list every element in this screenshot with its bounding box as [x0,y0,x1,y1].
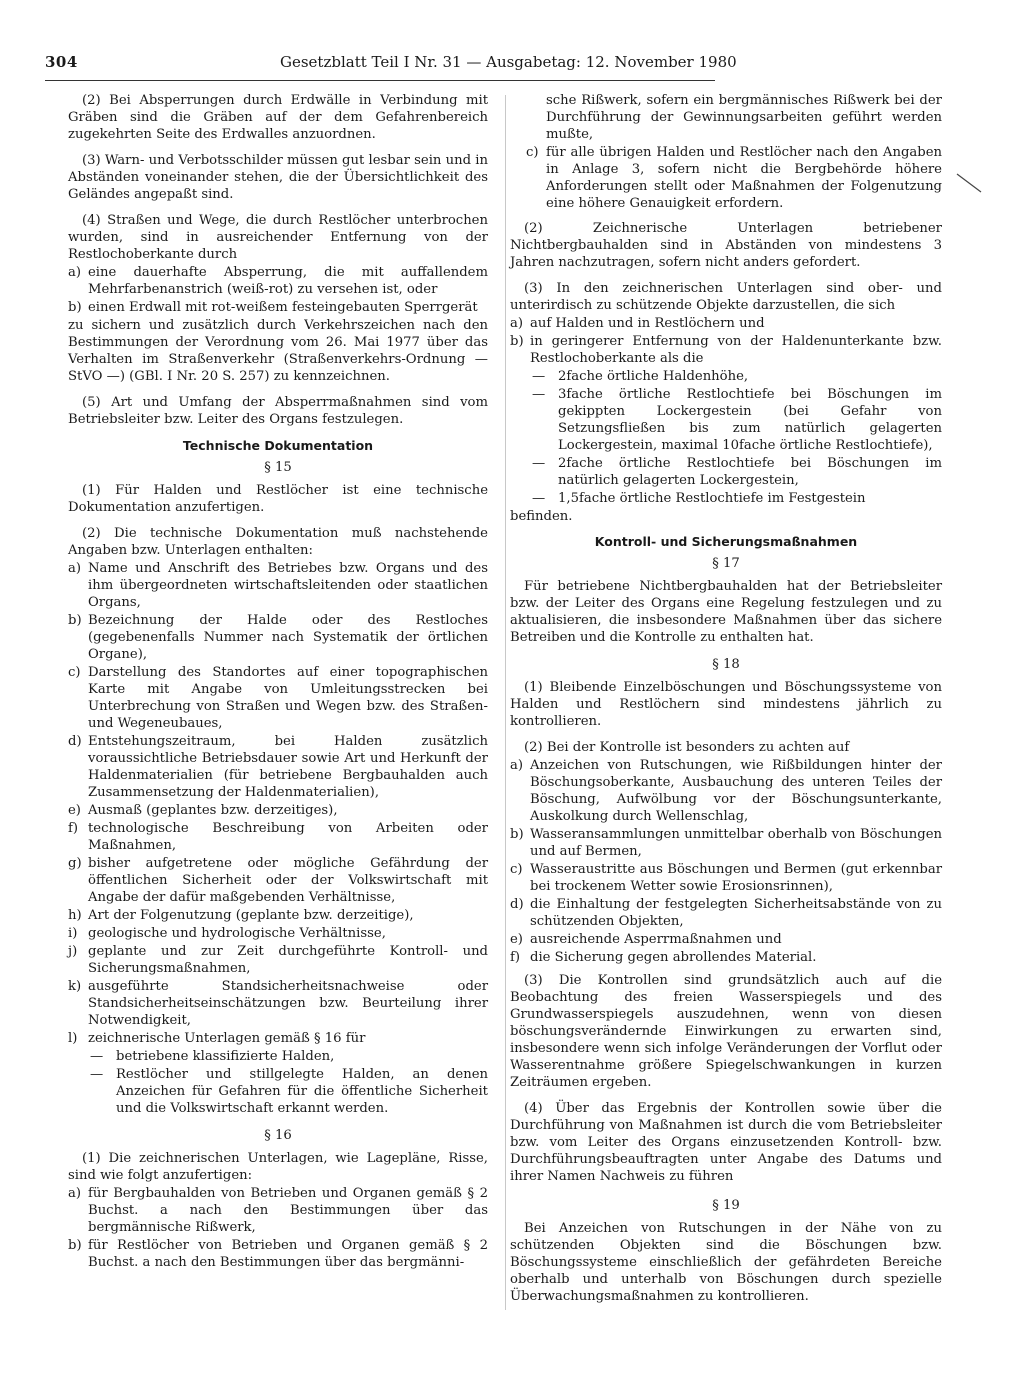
list-item: d) die Einhaltung der festgelegten Sicherheitsabstände von zu schützenden Objekten, [510,897,942,929]
list-16-3 [510,315,942,507]
paragraph-14-4-continuation: zu sichern und zusätzlich durch Verkehrszeichen nach den Bestimmungen der Verordnung vom 26. Mai 1977 über das Verhalten im Straßenverkehr (Straßenverkehrs-Ordnung — StVO —) (GBl. I Nr. 20 S. 257) zu kennzeichnen. [68,318,488,384]
list-item: e) Ausmaß (geplantes bzw. derzeitiges), [68,803,338,818]
running-title: Gesetzblatt Teil I Nr. 31 — Ausgabetag: 12. November 1980 [280,53,737,71]
paragraph-16-1: (1) Die zeichnerischen Unterlagen, wie Lagepläne, Risse, sind wie folgt anzufertigen: [68,1151,488,1183]
paragraph-14-2: (2) Bei Absperrungen durch Erdwälle in Verbindung mit Gräben sind die Gräben auf der dem Gefahrenbereich zugekehrten Seite des Erdwalles anzuordnen. [68,93,488,142]
dash-item: — 1,5fache örtliche Restlochtiefe im Festgestein [532,491,866,506]
paragraph-14-3: (3) Warn- und Verbotsschilder müssen gut lesbar sein und in Abständen voneinander stehen, die der Übersichtlichkeit des Geländes angepaßt sind. [68,153,488,202]
section-heading: Kontroll- und Sicherungsmaßnahmen [594,534,858,549]
paragraph-18-4: (4) Über das Ergebnis der Kontrollen sowie über die Durchführung von Maßnahmen ist durch die vom Betriebsleiter bzw. vom Leiter des Organs einzusetzenden Kontroll- bzw. Durchführungsbeauftragten unter Angabe des Datums und ihrer Namen Nachweis zu führen [510,1101,942,1184]
paragraph-17: Für betriebene Nichtbergbauhalden hat der Betriebsleiter bzw. der Leiter des Organs eine Regelung festzulegen und zu aktualisieren, die insbesondere Maßnahmen über das sichere Betreiben und die Kontrolle zu enthalten hat. [510,579,942,645]
paragraph-18-3: (3) Die Kontrollen sind grundsätzlich auch auf die Beobachtung des freien Wasserspiegels und des Grundwasserspiegels auszudehnen, wenn von diesen böschungsverändernde Einwirkungen zu erwarten sind, insbesondere wenn sich infolge Veränderungen der Vorflut oder Wasserentnahme größere Spiegelschwankungen in kurzen Zeiträumen ergeben. [510,973,942,1090]
section-heading: Technische Dokumentation [182,438,374,453]
list-14-4 [68,264,488,316]
dash-item: — betriebene klassifizierte Halden, [90,1049,335,1064]
list-15-2 [68,560,488,1117]
paragraph-14-4: (4) Straßen und Wege, die durch Restlöcher unterbrochen wurden, sind in ausreichender Entfernung von der Restlochoberkante durch [68,213,488,262]
right-column [510,92,942,1310]
list-item: a) für Bergbauhalden von Betrieben und Organen gemäß § 2 Buchst. a nach den Bestimmungen über das bergmännische Rißwerk, [68,1186,488,1235]
paragraph-18-2: (2) Bei der Kontrolle ist besonders zu achten auf [524,740,850,755]
column-divider [505,95,506,1310]
list-item: k) ausgeführte Standsicherheitsnachweise oder Standsicherheitseinschätzungen bzw. Beurteilung ihrer Notwendigkeit, [68,979,488,1028]
list-16-1 [68,1185,488,1271]
paragraph-15-1: (1) Für Halden und Restlöcher ist eine technische Dokumentation anzufertigen. [68,483,488,515]
paragraph-19: Bei Anzeichen von Rutschungen in der Nähe von zu schützenden Objekten sind die Böschungen bzw. Böschungssysteme einschließlich der gefährdeten Bereiche oberhalb und unterhalb von Böschungen durch spezielle Überwachungsmaßnahmen zu kontrollieren. [510,1221,942,1304]
list-item: b) in geringerer Entfernung von der Haldenunterkante bzw. Restlochoberkante als die [510,334,942,366]
list-item: e) ausreichende Asperrmaßnahmen und [510,932,782,947]
left-column [68,92,488,1272]
list-item: a) Anzeichen von Rutschungen, wie Rißbildungen hinter der Böschungsoberkante, Ausbauchung des unteren Teiles der Böschung, Aufwölbung vor der Böschungsunterkante, Auskolkung durch Wellenschlag, [510,758,942,824]
section-number-17: § 17 [712,556,740,571]
list-item: f) die Sicherung gegen abrollendes Material. [510,950,817,965]
list-18-2 [510,757,942,966]
dash-item: — 2fache örtliche Restlochtiefe bei Böschungen im natürlich gelagerten Lockergestein, [532,456,942,488]
list-item: c) für alle übrigen Halden und Restlöcher nach den Angaben in Anlage 3, sofern nicht die Bergbehörde höhere Anforderungen stellt oder Maßnahmen der Folgenutzung eine höhere Genauigkeit erfordern. [526,145,942,211]
margin-stroke-mark [955,172,985,194]
dash-item: — 2fache örtliche Haldenhöhe, [532,369,749,384]
list-item: a) auf Halden und in Restlöchern und [510,316,765,331]
list-item: b) Wasseransammlungen unmittelbar oberhalb von Böschungen und auf Bermen, [510,827,942,859]
list-item: a) Name und Anschrift des Betriebes bzw. Organs und des ihm übergeordneten wirtschaftsleitenden oder staatlichen Organs, [68,561,488,610]
section-number-19: § 19 [712,1198,740,1213]
item-b-continuation: sche Rißwerk, sofern ein bergmännisches Rißwerk bei der Durchführung der Gewinnungsarbeiten geführt werden mußte, [546,93,942,142]
list-item: j) geplante und zur Zeit durchgeführte Kontroll- und Sicherungsmaßnahmen, [68,944,488,976]
list-item: i) geologische und hydrologische Verhältnisse, [68,926,386,941]
section-number-15: § 15 [264,460,292,475]
list-item: b) einen Erdwall mit rot-weißem festeingebauten Sperrgerät [68,300,478,315]
paragraph-18-1: (1) Bleibende Einzelböschungen und Böschungssysteme von Halden und Restlöchern sind mindestens jährlich zu kontrollieren. [510,680,942,729]
header-rule [45,80,715,81]
paragraph-16-3: (3) In den zeichnerischen Unterlagen sind ober- und unterirdisch zu schützende Objekte darzustellen, die sich [510,281,942,313]
list-item: a) eine dauerhafte Absperrung, die mit auffallendem Mehrfarbenanstrich (weiß-rot) zu versehen ist, oder [68,265,488,297]
list-item: g) bisher aufgetretene oder mögliche Gefährdung der öffentlichen Sicherheit oder der Volkswirtschaft mit Angabe der dafür maßgebenden Verhältnisse, [68,856,488,905]
list-item: d) Entstehungszeitraum, bei Halden zusätzlich voraussichtliche Betriebsdauer sowie Art und Herkunft der Haldenmaterialien (für betriebene Bergbauhalden auch Zusammensetzung der Haldenmaterialien), [68,734,488,800]
page-number: 304 [45,53,78,71]
list-item: c) Wasseraustritte aus Böschungen und Bermen (gut erkennbar bei trockenem Wetter sowie Erosionsrinnen), [510,862,942,894]
paragraph-14-5: (5) Art und Umfang der Absperrmaßnahmen sind vom Betriebsleiter bzw. Leiter des Organs festzulegen. [68,395,488,427]
page-header [0,0,1024,80]
paragraph-16-3-end: befinden. [510,509,573,524]
list-item: f) technologische Beschreibung von Arbeiten oder Maßnahmen, [68,821,488,853]
dash-item: — Restlöcher und stillgelegte Halden, an denen Anzeichen für Gefahren für die öffentliche Sicherheit und die Volkswirtschaft erkannt werden. [90,1067,488,1116]
list-item: b) Bezeichnung der Halde oder des Restloches (gegebenenfalls Nummer nach Systematik der örtlichen Organe), [68,613,488,662]
list-item: b) für Restlöcher von Betrieben und Organen gemäß § 2 Buchst. a nach den Bestimmungen über das bergmänni- [68,1238,488,1270]
list-item: l) zeichnerische Unterlagen gemäß § 16 für [68,1031,366,1046]
paragraph-16-2: (2) Zeichnerische Unterlagen betriebener Nichtbergbauhalden sind in Abständen von mindestens 3 Jahren nachzutragen, sofern nicht anders gefordert. [510,221,942,270]
section-number-16: § 16 [264,1128,292,1143]
dash-item: — 3fache örtliche Restlochtiefe bei Böschungen im gekippten Lockergestein (bei Gefahr von Setzungsfließen bis zum natürlich gelagerten Lockergestein, maximal 10fache örtliche Restlochtiefe), [532,387,942,453]
list-item: c) Darstellung des Standortes auf einer topographischen Karte mit Angabe von Umleitungsstrecken bei Unterbrechung von Straßen und Wegen bzw. des Straßen- und Wegeneubaues, [68,665,488,731]
list-item: h) Art der Folgenutzung (geplante bzw. derzeitige), [68,908,414,923]
paragraph-15-2: (2) Die technische Dokumentation muß nachstehende Angaben bzw. Unterlagen enthalten: [68,526,488,558]
section-number-18: § 18 [712,657,740,672]
